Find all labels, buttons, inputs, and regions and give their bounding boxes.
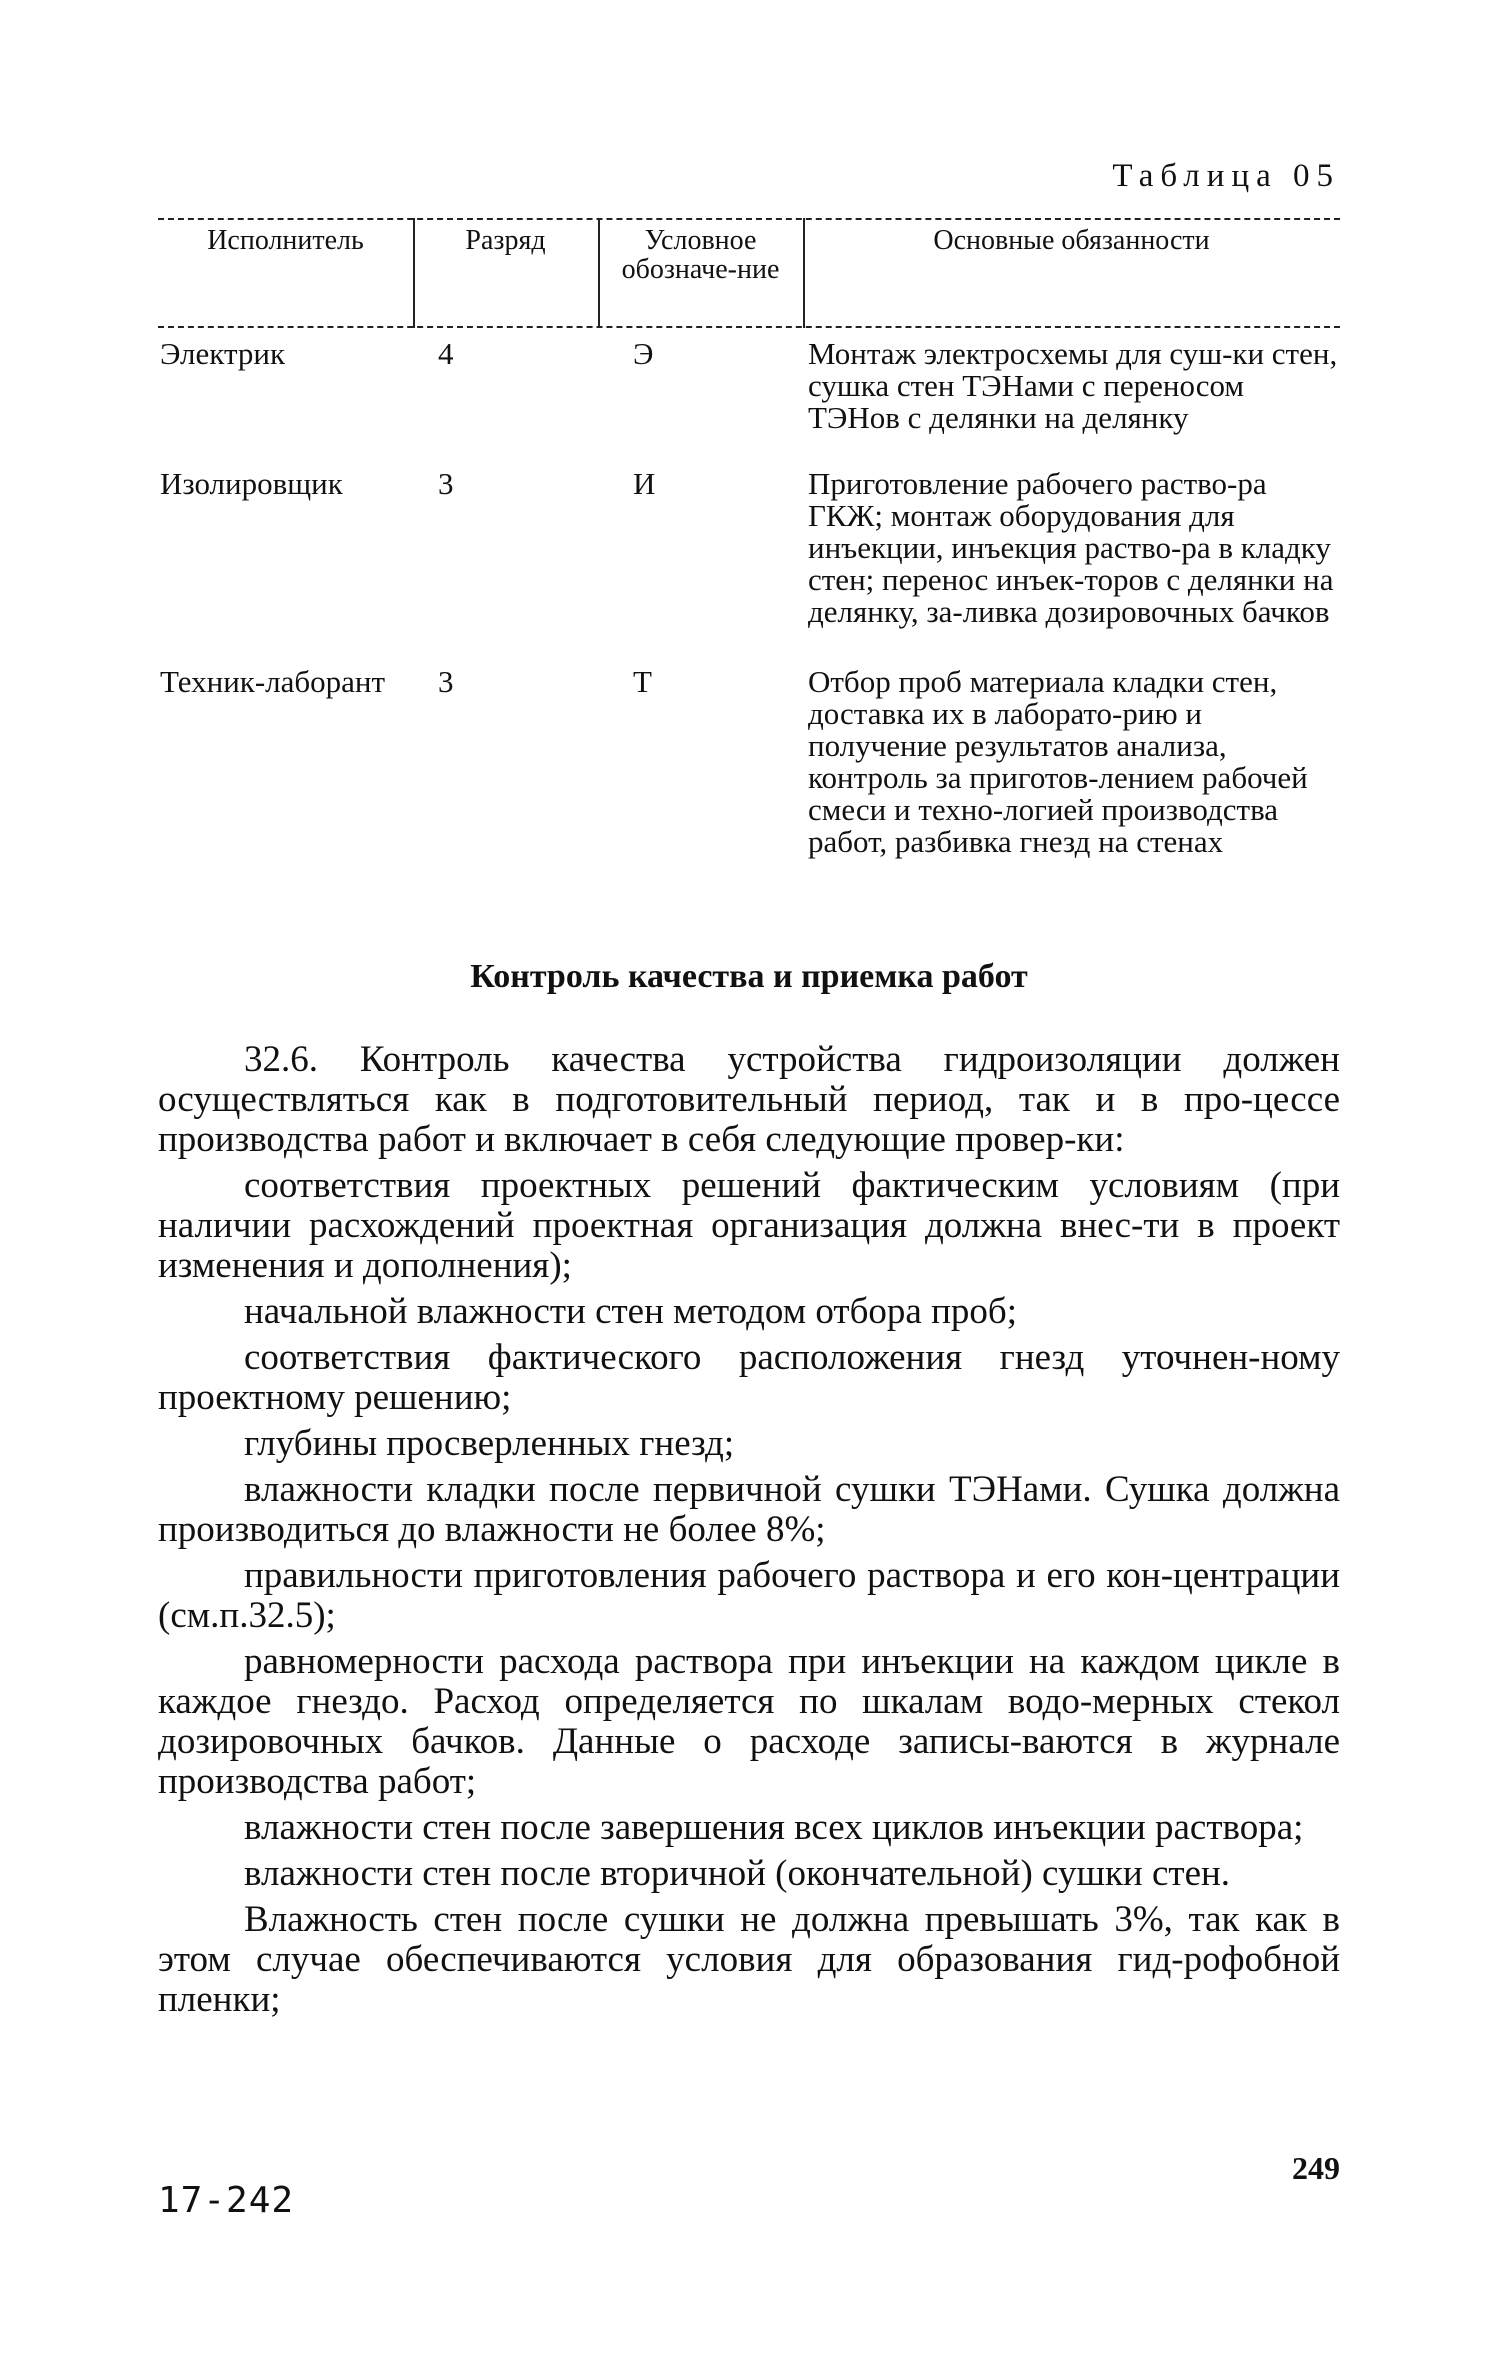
header-grade: Разряд [465,225,546,256]
cell-duties: Отбор проб материала кладки стен, доставка их в лаборато-рию и получение результатов анализа, контроль за приготов-лением рабочей смеси и техно-логией производства работ, разбивка гнезд на стенах [808,664,1308,859]
body-text [158,1040,1340,2026]
paragraph: соответствия фактического расположения гнезд уточнен-ному проектному решению; [158,1337,1340,1418]
header-duties: Основные обязанности [933,225,1210,256]
paragraph: начальной влажности стен методом отбора проб; [244,1291,1017,1332]
paragraph: соответствия проектных решений фактическим условиям (при наличии расхождений проектная организация должна внес-ти в проект изменения и дополнения); [158,1165,1340,1286]
table-caption: Таблица 05 [1112,158,1340,194]
paragraph: равномерности расхода раствора при инъекции на каждом цикле в каждое гнездо. Расход определяется по шкалам водо-мерных стекол дозировочных бачков. Данные о расходе записы-ваются в журнале производства работ; [158,1641,1340,1802]
cell-duties: Приготовление рабочего раство-ра ГКЖ; монтаж оборудования для инъекции, инъекция раство-ра в кладку стен; перенос инъек-торов с делянки на делянку, за-ливка дозировочных бачков [808,466,1334,629]
paragraph: правильности приготовления рабочего раствора и его кон-центрации (см.п.32.5); [158,1555,1340,1636]
section-heading: Контроль качества и приемка работ [470,958,1028,995]
cell-performer: Изолировщик [160,466,343,501]
header-performer: Исполнитель [207,225,364,256]
cell-grade: 3 [438,466,454,501]
cell-grade: 4 [438,336,454,371]
paragraph: влажности стен после завершения всех циклов инъекции раствора; [244,1807,1304,1848]
cell-grade: 3 [438,664,454,699]
cell-performer: Электрик [160,336,286,371]
paragraph: Влажность стен после сушки не должна превышать 3%, так как в этом случае обеспечиваются условия для образования гид-рофобной пленки; [158,1899,1340,2020]
cell-duties: Монтаж электросхемы для суш-ки стен, сушка стен ТЭНами с переносом ТЭНов с делянки на делянку [808,336,1338,435]
paragraph: глубины просверленных гнезд; [244,1423,735,1464]
paragraph: влажности кладки после первичной сушки ТЭНами. Сушка должна производиться до влажности не более 8%; [158,1469,1340,1550]
table-header-rule [158,326,1340,328]
page-number: 249 [1292,2150,1340,2186]
header-designation: Условное обозначе-ние [621,225,780,285]
paragraph: 32.6. Контроль качества устройства гидроизоляции должен осуществляться как в подготовительный период, так и в про-цессе производства работ и включает в себя следующие провер-ки: [158,1039,1340,1160]
paragraph: влажности стен после вторичной (окончательной) сушки стен. [244,1853,1231,1894]
cell-designation: Т [633,664,652,699]
cell-designation: И [633,466,656,501]
cell-designation: Э [633,336,654,371]
column-divider [598,218,600,328]
cell-performer: Техник-лаборант [160,664,386,699]
signature-mark: 17-242 [158,2180,295,2221]
table-top-rule [158,218,1340,220]
